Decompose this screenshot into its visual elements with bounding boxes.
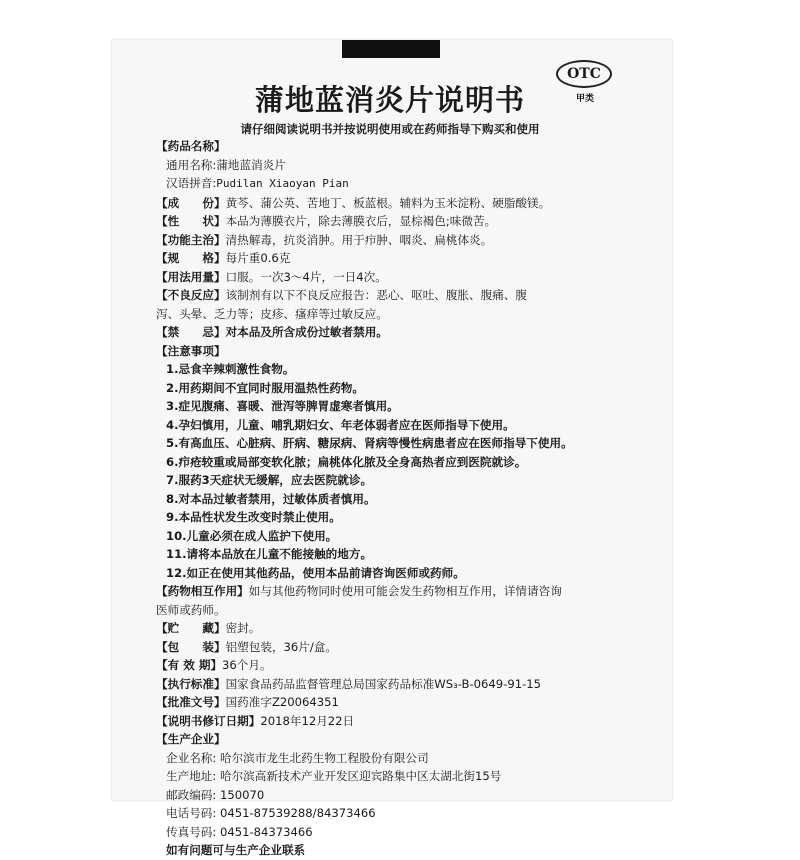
properties-label: 【性 状】 <box>156 214 226 228</box>
common-name-value: 蒲地蓝消炎片 <box>216 157 286 172</box>
dosage-label: 【用法用量】 <box>156 269 226 284</box>
approval-row <box>156 693 626 712</box>
dosage-row <box>156 268 626 287</box>
precaution-item: 10.儿童必须在成人监护下使用。 <box>166 528 338 543</box>
company-name-label: 企业名称: <box>166 750 217 765</box>
approval-value: 国药准字Z20064351 <box>225 695 339 709</box>
leaflet-content <box>156 137 626 860</box>
standard-value: 国家食品药品监督管理总局国家药品标准WS₃-B-0649-91-15 <box>225 676 542 691</box>
address-value: 哈尔滨高新技术产业开发区迎宾路集中区太湖北街15号 <box>219 769 502 783</box>
otc-text: OTC <box>567 66 601 82</box>
revision-label: 【说明书修订日期】 <box>156 713 261 728</box>
precaution-item: 5.有高血压、心脏病、肝病、糖尿病、肾病等慢性病患者应在医师指导下使用。 <box>166 436 573 450</box>
otc-class-label: 甲类 <box>576 94 595 104</box>
pinyin-value: Pudilan Xiaoyan Pian <box>216 177 349 190</box>
adverse-label: 【不良反应】 <box>156 288 226 302</box>
company-name-row <box>156 749 626 768</box>
properties-row <box>156 212 626 231</box>
indications-value: 清热解毒，抗炎消肿。用于疖肿、咽炎、扁桃体炎。 <box>225 232 493 247</box>
pinyin-row <box>156 174 626 194</box>
common-name-label: 通用名称: <box>166 157 217 172</box>
storage-row <box>156 619 626 638</box>
package-label: 【包 装】 <box>156 639 226 654</box>
standard-label: 【执行标准】 <box>156 676 226 691</box>
pinyin-label: 汉语拼音: <box>166 176 217 190</box>
ingredients-row <box>156 194 626 213</box>
ingredients-value: 黄芩、蒲公英、苦地丁、板蓝根。辅料为玉米淀粉、硬脂酸镁。 <box>225 195 551 210</box>
address-row <box>156 767 626 786</box>
precaution-item: 12.如正在使用其他药品，使用本品前请咨询医师或药师。 <box>166 565 465 580</box>
interactions-row <box>156 582 626 601</box>
standard-row <box>156 675 626 694</box>
page-title: 蒲地蓝消炎片说明书 <box>254 83 525 117</box>
approval-label: 【批准文号】 <box>156 695 226 709</box>
specification-row <box>156 249 626 268</box>
precaution-item: 8.对本品过敏者禁用，过敏体质者慎用。 <box>166 491 376 506</box>
revision-value: 2018年12月22日 <box>260 713 355 728</box>
postal-value: 150070 <box>219 787 265 802</box>
common-name-row <box>156 156 626 175</box>
specification-value: 每片重0.6克 <box>225 251 291 265</box>
precaution-item: 9.本品性状发生改变时禁止使用。 <box>166 510 341 524</box>
interactions-label: 【药物相互作用】 <box>156 584 249 598</box>
address-label: 生产地址: <box>166 769 217 783</box>
fax-value: 0451-84373466 <box>219 824 313 839</box>
interactions-row-cont <box>156 601 626 620</box>
postal-row <box>156 786 626 805</box>
precaution-item: 3.症见腹痛、喜暖、泄泻等脾胃虚寒者慎用。 <box>166 399 399 413</box>
precaution-item: 7.服药3天症状无缓解，应去医院就诊。 <box>166 473 373 487</box>
contraindications-row <box>156 323 626 342</box>
fax-row <box>156 823 626 842</box>
validity-row <box>156 656 626 675</box>
interactions-value-line1: 如与其他药物同时使用可能会发生药物相互作用，详情请咨询 <box>248 584 562 598</box>
contraindications-value: 对本品及所含成份过敏者禁用。 <box>225 325 388 339</box>
interactions-value-line2: 医师或药师。 <box>156 602 226 617</box>
adverse-row <box>156 286 626 305</box>
precaution-item: 6.疖疮较重或局部变软化脓；扁桃体化脓及全身高热者应到医院就诊。 <box>166 454 527 469</box>
validity-value: 36个月。 <box>222 658 272 672</box>
precaution-item: 2.用药期间不宜同时服用温热性药物。 <box>166 380 364 395</box>
dosage-value: 口服。一次3～4片，一日4次。 <box>225 269 387 284</box>
drug-name-heading: 【药品名称】 <box>156 139 226 153</box>
precaution-item: 1.忌食辛辣刺激性食物。 <box>166 362 295 376</box>
phone-row <box>156 804 626 823</box>
fax-label: 传真号码: <box>166 824 217 839</box>
company-name-value: 哈尔滨市龙生北药生物工程股份有限公司 <box>219 750 429 765</box>
specification-label: 【规 格】 <box>156 251 226 265</box>
adverse-row-cont <box>156 305 626 324</box>
indications-row <box>156 231 626 250</box>
precautions-heading: 【注意事项】 <box>156 343 226 358</box>
precaution-item: 11.请将本品放在儿童不能接触的地方。 <box>166 547 373 561</box>
manufacturer-heading: 【生产企业】 <box>156 732 226 746</box>
adverse-value-line1: 该制剂有以下不良反应报告：恶心、呕吐、腹胀、腹痛、腹 <box>225 288 528 302</box>
phone-label: 电话号码: <box>166 806 217 820</box>
phone-value: 0451-87539288/84373466 <box>219 806 376 820</box>
package-row <box>156 638 626 657</box>
page-subtitle: 请仔细阅读说明书并按说明使用或在药师指导下购买和使用 <box>240 122 540 136</box>
contact-note: 如有问题可与生产企业联系 <box>166 843 306 857</box>
adverse-value-line2: 泻、头晕、乏力等；皮疹、瘙痒等过敏反应。 <box>156 306 388 321</box>
precaution-item: 4.孕妇慎用，儿童、哺乳期妇女、年老体弱者应在医师指导下使用。 <box>166 417 515 432</box>
revision-row <box>156 712 626 731</box>
indications-label: 【功能主治】 <box>156 232 226 247</box>
postal-label: 邮政编码: <box>166 787 217 802</box>
package-value: 铝塑包装，36片/盒。 <box>225 639 337 654</box>
properties-value: 本品为薄膜衣片，除去薄膜衣后，显棕褐色;味微苦。 <box>225 214 497 228</box>
ingredients-label: 【成 份】 <box>156 195 226 210</box>
precautions-list <box>156 360 626 582</box>
redaction-bar <box>342 40 440 58</box>
validity-label: 【有 效 期】 <box>156 658 223 672</box>
storage-label: 【贮 藏】 <box>156 621 226 635</box>
contraindications-label: 【禁 忌】 <box>156 325 226 339</box>
storage-value: 密封。 <box>225 621 261 635</box>
